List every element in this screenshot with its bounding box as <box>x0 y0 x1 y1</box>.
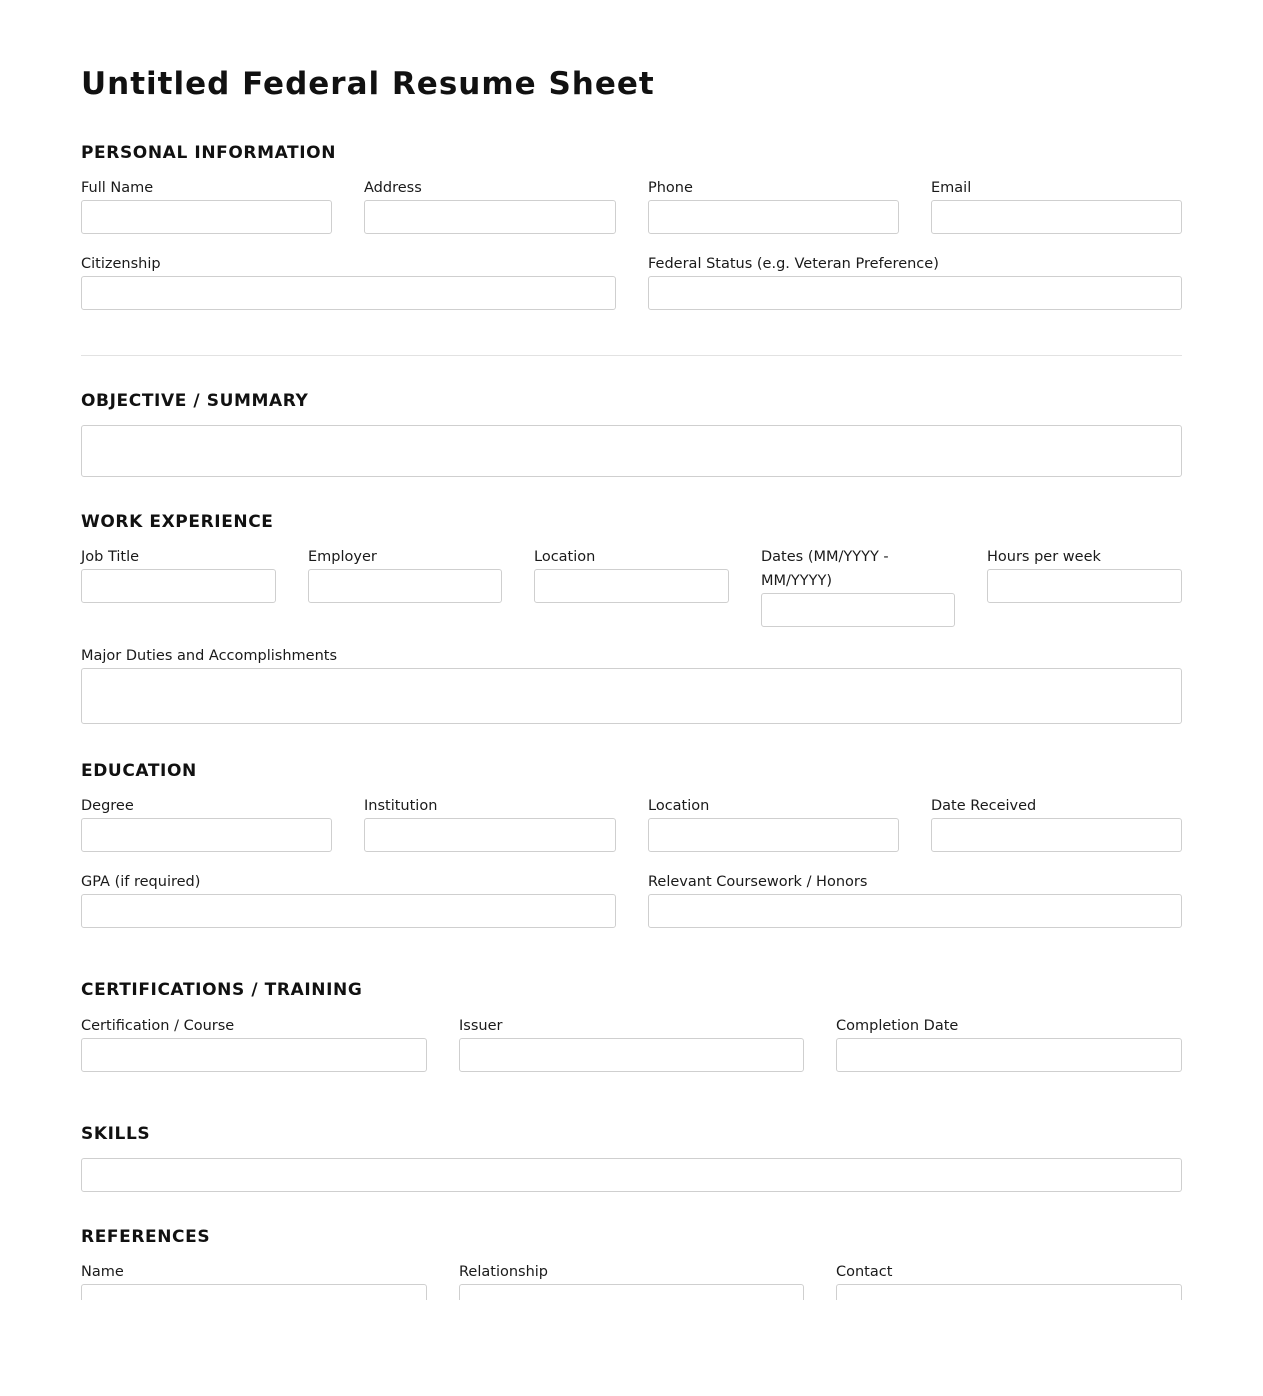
skills-field <box>81 1158 1182 1192</box>
reference-relationship-input[interactable] <box>459 1284 804 1300</box>
section-divider <box>81 355 1182 356</box>
job-title-label: Job Title <box>81 549 140 565</box>
coursework-field <box>648 870 1182 928</box>
full-name-input[interactable] <box>81 200 332 234</box>
reference-contact-label: Contact <box>836 1264 893 1280</box>
degree-label: Degree <box>81 798 134 814</box>
email-field <box>931 176 1182 234</box>
degree-field <box>81 794 332 852</box>
federal-status-input[interactable] <box>648 276 1182 310</box>
reference-contact-field <box>836 1260 1182 1300</box>
address-label: Address <box>364 180 422 196</box>
hours-per-week-input[interactable] <box>987 569 1182 603</box>
citizenship-input[interactable] <box>81 276 616 310</box>
dates-label: Dates (MM/YYYY - MM/YYYY) <box>761 549 889 589</box>
job-title-input[interactable] <box>81 569 276 603</box>
skills-heading: SKILLS <box>81 1124 151 1144</box>
issuer-field <box>459 1014 804 1072</box>
job-title-field <box>81 545 276 603</box>
citizenship-label: Citizenship <box>81 256 161 272</box>
education-location-input[interactable] <box>648 818 899 852</box>
major-duties-label: Major Duties and Accomplishments <box>81 648 337 664</box>
gpa-input[interactable] <box>81 894 616 928</box>
email-label: Email <box>931 180 972 196</box>
objective-summary-input[interactable] <box>81 425 1182 477</box>
reference-name-label: Name <box>81 1264 124 1280</box>
dates-field <box>761 545 955 627</box>
email-input[interactable] <box>931 200 1182 234</box>
certification-course-input[interactable] <box>81 1038 427 1072</box>
work-location-field <box>534 545 729 603</box>
gpa-label: GPA (if required) <box>81 874 201 890</box>
personal-information-heading: PERSONAL INFORMATION <box>81 143 337 163</box>
reference-relationship-field <box>459 1260 804 1300</box>
work-experience-heading: WORK EXPERIENCE <box>81 512 274 532</box>
major-duties-field <box>81 644 1182 724</box>
work-location-input[interactable] <box>534 569 729 603</box>
certification-course-field <box>81 1014 427 1072</box>
gpa-field <box>81 870 616 928</box>
phone-input[interactable] <box>648 200 899 234</box>
reference-name-input[interactable] <box>81 1284 427 1300</box>
completion-date-field <box>836 1014 1182 1072</box>
certifications-heading: CERTIFICATIONS / TRAINING <box>81 980 363 1000</box>
certification-course-label: Certification / Course <box>81 1018 235 1034</box>
skills-input[interactable] <box>81 1158 1182 1192</box>
objective-summary-field <box>81 425 1182 477</box>
coursework-input[interactable] <box>648 894 1182 928</box>
issuer-input[interactable] <box>459 1038 804 1072</box>
phone-label: Phone <box>648 180 693 196</box>
major-duties-input[interactable] <box>81 668 1182 724</box>
education-heading: EDUCATION <box>81 761 197 781</box>
institution-input[interactable] <box>364 818 616 852</box>
address-input[interactable] <box>364 200 616 234</box>
date-received-field <box>931 794 1182 852</box>
phone-field <box>648 176 899 234</box>
dates-input[interactable] <box>761 593 955 627</box>
degree-input[interactable] <box>81 818 332 852</box>
objective-summary-heading: OBJECTIVE / SUMMARY <box>81 391 309 411</box>
completion-date-label: Completion Date <box>836 1018 959 1034</box>
address-field <box>364 176 616 234</box>
citizenship-field <box>81 252 616 310</box>
hours-per-week-label: Hours per week <box>987 549 1101 565</box>
employer-label: Employer <box>308 549 377 565</box>
education-location-label: Location <box>648 798 710 814</box>
federal-status-label: Federal Status (e.g. Veteran Preference) <box>648 256 939 272</box>
institution-field <box>364 794 616 852</box>
education-location-field <box>648 794 899 852</box>
employer-input[interactable] <box>308 569 502 603</box>
date-received-input[interactable] <box>931 818 1182 852</box>
references-heading: REFERENCES <box>81 1227 211 1247</box>
full-name-label: Full Name <box>81 180 154 196</box>
work-location-label: Location <box>534 549 596 565</box>
reference-name-field <box>81 1260 427 1300</box>
coursework-label: Relevant Coursework / Honors <box>648 874 868 890</box>
date-received-label: Date Received <box>931 798 1037 814</box>
hours-per-week-field <box>987 545 1182 603</box>
issuer-label: Issuer <box>459 1018 503 1034</box>
full-name-field <box>81 176 332 234</box>
reference-contact-input[interactable] <box>836 1284 1182 1300</box>
institution-label: Institution <box>364 798 438 814</box>
employer-field <box>308 545 502 603</box>
page-title: Untitled Federal Resume Sheet <box>81 66 655 102</box>
completion-date-input[interactable] <box>836 1038 1182 1072</box>
reference-relationship-label: Relationship <box>459 1264 549 1280</box>
federal-status-field <box>648 252 1182 310</box>
